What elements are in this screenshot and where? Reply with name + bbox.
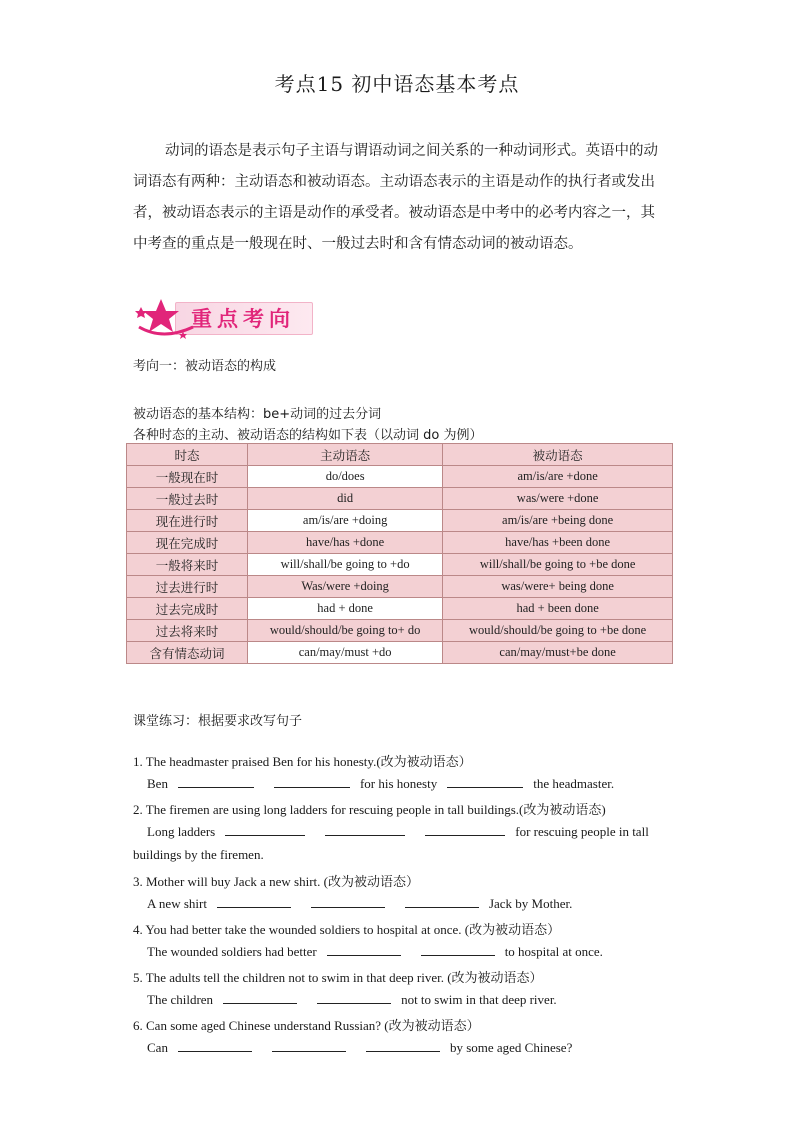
tense-cell: 一般现在时 (127, 466, 248, 488)
exercise-question-4: 4. You had better take the wounded soldiers to hospital at once. (改为被动语态） (133, 922, 561, 937)
answer-blank[interactable] (405, 895, 479, 908)
section-banner (133, 297, 313, 339)
header-passive: 被动语态 (443, 444, 673, 466)
answer-text: Can (147, 1040, 168, 1055)
answer-blank[interactable] (178, 775, 254, 788)
passive-cell: was/were+ being done (443, 576, 673, 598)
tense-cell: 过去将来时 (127, 620, 248, 642)
table-row (127, 554, 673, 576)
passive-cell: had + been done (443, 598, 673, 620)
exercise-answer-5 (147, 991, 557, 1008)
active-cell: did (248, 488, 443, 510)
page-title: 考点15 初中语态基本考点 (274, 72, 520, 96)
structure-text: 被动语态的基本结构：be+动词的过去分词 (133, 407, 382, 422)
direction-heading: 考向一：被动语态的构成 (133, 359, 277, 374)
answer-text: by some aged Chinese? (449, 1040, 573, 1055)
answer-blank[interactable] (223, 991, 297, 1004)
voice-table (126, 443, 673, 664)
table-row (127, 532, 673, 554)
answer-text: Long ladders (147, 824, 216, 839)
passive-cell: can/may/must+be done (443, 642, 673, 664)
active-cell: will/shall/be going to +do (248, 554, 443, 576)
answer-blank[interactable] (272, 1039, 346, 1052)
exercise-question-3: 3. Mother will buy Jack a new shirt. (改为被动语态） (133, 874, 419, 889)
answer-blank[interactable] (327, 943, 401, 956)
table-row (127, 620, 673, 642)
tense-cell: 过去完成时 (127, 598, 248, 620)
passive-cell: am/is/are +done (443, 466, 673, 488)
exercise-question-2: 2. The firemen are using long ladders for rescuing people in tall buildings.(改为被动语态) (133, 802, 606, 817)
passive-cell: am/is/are +being done (443, 510, 673, 532)
answer-text: for his honesty (359, 776, 438, 791)
active-cell: Was/were +doing (248, 576, 443, 598)
answer-text: for rescuing people in tall (515, 824, 649, 839)
answer-blank[interactable] (225, 823, 305, 836)
passive-cell: will/shall/be going to +be done (443, 554, 673, 576)
active-cell: would/should/be going to+ do (248, 620, 443, 642)
answer-blank[interactable] (311, 895, 385, 908)
active-cell: can/may/must +do (248, 642, 443, 664)
table-row (127, 576, 673, 598)
tense-cell: 一般将来时 (127, 554, 248, 576)
exercise-answer-3 (147, 895, 572, 912)
exercise-question-6: 6. Can some aged Chinese understand Russian? (改为被动语态） (133, 1018, 480, 1033)
active-cell: do/does (248, 466, 443, 488)
active-cell: am/is/are +doing (248, 510, 443, 532)
practice-heading: 课堂练习：根据要求改写句子 (133, 714, 303, 729)
table-row (127, 598, 673, 620)
answer-text: A new shirt (147, 896, 207, 911)
answer-blank[interactable] (217, 895, 291, 908)
header-tense: 时态 (127, 444, 248, 466)
answer-text: not to swim in that deep river. (401, 992, 557, 1007)
answer-blank[interactable] (425, 823, 505, 836)
tense-cell: 过去进行时 (127, 576, 248, 598)
answer-blank[interactable] (366, 1039, 440, 1052)
tense-cell: 现在进行时 (127, 510, 248, 532)
answer-blank[interactable] (274, 775, 350, 788)
exercise-question-1: 1. The headmaster praised Ben for his honesty.(改为被动语态） (133, 754, 472, 769)
table-row (127, 488, 673, 510)
table-row (127, 642, 673, 664)
active-cell: have/has +done (248, 532, 443, 554)
table-caption: 各种时态的主动、被动语态的结构如下表（以动词 do 为例） (133, 428, 483, 443)
header-active: 主动语态 (248, 444, 443, 466)
answer-text: to hospital at once. (504, 944, 603, 959)
passive-cell: would/should/be going to +be done (443, 620, 673, 642)
exercise-answer-2-continued: buildings by the firemen. (133, 847, 264, 862)
tense-cell: 一般过去时 (127, 488, 248, 510)
answer-text: Ben (147, 776, 168, 791)
table-row (127, 466, 673, 488)
answer-blank[interactable] (317, 991, 391, 1004)
answer-text: the headmaster. (533, 776, 615, 791)
exercise-answer-2 (147, 823, 649, 840)
exercise-answer-6 (147, 1039, 572, 1056)
passive-cell: was/were +done (443, 488, 673, 510)
table-header-row (127, 444, 673, 466)
exercise-question-5: 5. The adults tell the children not to swim in that deep river. (改为被动语态） (133, 970, 543, 985)
answer-blank[interactable] (421, 943, 495, 956)
banner-label: 重点考向 (191, 307, 295, 331)
answer-text: The children (147, 992, 214, 1007)
exercise-answer-1 (147, 775, 614, 792)
active-cell: had + done (248, 598, 443, 620)
exercise-answer-4 (147, 943, 603, 960)
table-row (127, 510, 673, 532)
answer-blank[interactable] (325, 823, 405, 836)
intro-paragraph: 动词的语态是表示句子主语与谓语动词之间关系的一种动词形式。英语中的动词语态有两种：主动语态和被动语态。主动语态表示的主语是动作的执行者或发出者，被动语态表示的主语是动作的承受者。被动语态是中考中的必考内容之一，其中考查的重点是一般现在时、一般过去时和含有情态动词的被动语态。 (133, 143, 658, 252)
tense-cell: 含有情态动词 (127, 642, 248, 664)
answer-text: The wounded soldiers had better (147, 944, 317, 959)
tense-cell: 现在完成时 (127, 532, 248, 554)
passive-cell: have/has +been done (443, 532, 673, 554)
answer-blank[interactable] (178, 1039, 252, 1052)
answer-blank[interactable] (447, 775, 523, 788)
answer-text: Jack by Mother. (488, 896, 573, 911)
